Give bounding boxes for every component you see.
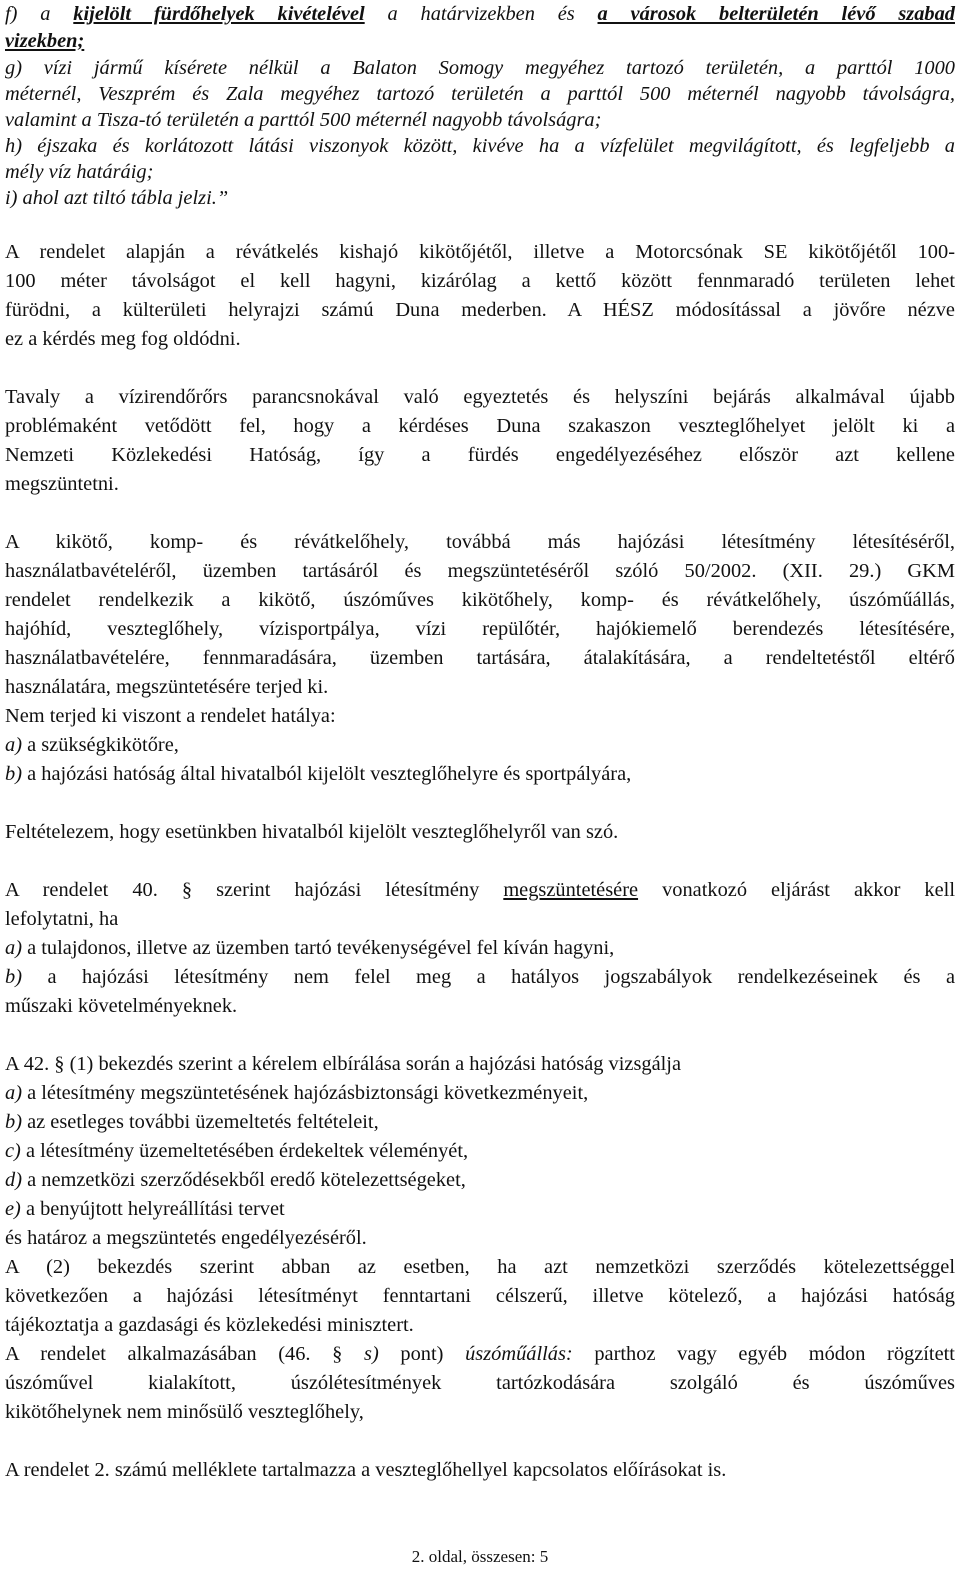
list-item-g-line2: méternél, Veszprém és Zala megyéhez tartozó területén a parttól 500 méternél nagyobb távolságra, — [5, 83, 955, 105]
p3-line5: használatbavételére, fennmaradására, üzemben tartására, átalakítására, a rendeltetéstől eltérő — [5, 647, 955, 669]
p8-s: s) — [364, 1343, 379, 1365]
p6-item-d-letter: d) — [5, 1169, 22, 1191]
p3-item-b-letter: b) — [5, 763, 22, 785]
p6-item-a-text: a létesítmény megszüntetésének hajózásbiztonsági következményeit, — [22, 1082, 589, 1104]
list-item-h-line1: h) éjszaka és korlátozott látási viszonyok között, kivéve ha a vízfelület megvilágított, és legfeljebb a — [5, 135, 955, 157]
p3-line4: hajóhíd, veszteglőhely, vízisportpálya, vízi repülőtér, hajókiemelő berendezés létesítésére, — [5, 618, 955, 640]
p5-item-b — [5, 963, 955, 991]
p9: A rendelet 2. számú melléklete tartalmazza a veszteglőhellyel kapcsolatos előírásokat is. — [5, 1459, 727, 1481]
p6-item-d — [5, 1166, 955, 1194]
p4: Feltételezem, hogy esetünkben hivatalból kijelölt veszteglőhelyről van szó. — [5, 821, 619, 843]
p8-a: A rendelet alkalmazásában (46. § — [5, 1343, 365, 1365]
p5-line1-b: vonatkozó eljárást akkor kell — [638, 879, 955, 901]
p3-item-b-text: a hajózási hatóság által hivatalból kijelölt veszteglőhelyre és sportpályára, — [22, 763, 632, 785]
list-item-f-emph2: a városok belterületén lévő szabad — [597, 3, 955, 25]
p7-line2: következően a hajózási létesítményt fenntartani célszerű, illetve kötelező, a hajózási hatóság — [5, 1285, 955, 1307]
list-item-f-prefix: f) a — [5, 3, 74, 25]
list-item-g-line1: g) vízi jármű kísérete nélkül a Balaton Somogy megyéhez tartozó területén, a parttól 1000 — [5, 57, 955, 79]
p6-item-c-text: a létesítmény üzemeltetésében érdekeltek véleményét, — [20, 1140, 469, 1162]
p3-item-b — [5, 760, 955, 788]
p3-item-a-letter: a) — [5, 734, 22, 756]
p2-line4: megszüntetni. — [5, 473, 119, 495]
p6-item-e — [5, 1195, 955, 1223]
p1-line1: A rendelet alapján a révátkelés kishajó kikötőjétől, illetve a Motorcsónak SE kikötőjétől 100- — [5, 241, 955, 263]
p3-exclusion-intro: Nem terjed ki viszont a rendelet hatálya: — [5, 705, 336, 727]
p5-item-b-letter: b) — [5, 966, 22, 988]
list-item-i: i) ahol azt tiltó tábla jelzi.” — [5, 187, 229, 209]
p6-item-b-text: az esetleges további üzemeltetés feltételeit, — [22, 1111, 379, 1133]
p6-item-a — [5, 1079, 955, 1107]
p8-line3: kikötőhelynek nem minősülő veszteglőhely, — [5, 1401, 364, 1423]
list-item-f-cont — [5, 27, 955, 55]
p6-item-c — [5, 1137, 955, 1165]
p2-line2: problémaként vetődött fel, hogy a kérdéses Duna szakaszon veszteglőhelyet jelölt ki a — [5, 415, 955, 437]
p6-intro: A 42. § (1) bekezdés szerint a kérelem elbírálása során a hajózási hatóság vizsgálja — [5, 1053, 682, 1075]
p5-line2: lefolytatni, ha — [5, 908, 119, 930]
p5-item-a-text: a tulajdonos, illetve az üzemben tartó tevékenységével fel kíván hagyni, — [22, 937, 615, 959]
p2-line3: Nemzeti Közlekedési Hatóság, így a fürdés engedélyezéséhez először azt kellene — [5, 444, 955, 466]
p5-line1-underlined: megszüntetésére — [503, 879, 639, 901]
p8-line1 — [5, 1340, 955, 1368]
p3-line2: használatbavételéről, üzemben tartásáról és megszüntetéséről szóló 50/2002. (XII. 29.) GKM — [5, 560, 955, 582]
p8-b: pont) — [378, 1343, 466, 1365]
p5-line1 — [5, 876, 955, 904]
p5-line1-a: A rendelet 40. § szerint hajózási létesítmény — [5, 879, 504, 901]
p3-line1: A kikötő, komp- és révátkelőhely, továbbá más hajózási létesítmény létesítéséről, — [5, 531, 955, 553]
list-item-f — [5, 0, 955, 28]
p3-line3: rendelet rendelkezik a kikötő, úszóműves kikötőhely, komp- és révátkelőhely, úszóműállás, — [5, 589, 955, 611]
p6-close: és határoz a megszüntetés engedélyezéséről. — [5, 1227, 367, 1249]
p6-item-b-letter: b) — [5, 1111, 22, 1133]
p8-line2: úszóművel kialakított, úszólétesítmények tartózkodására szolgáló és úszóműves — [5, 1372, 955, 1394]
p6-item-a-letter: a) — [5, 1082, 22, 1104]
p6-item-b — [5, 1108, 955, 1136]
page-footer: 2. oldal, összesen: 5 — [411, 1547, 549, 1566]
p6-item-e-letter: e) — [5, 1198, 21, 1220]
p5-item-b-text: a hajózási létesítmény nem felel meg a hatályos jogszabályok rendelkezéseinek és a — [22, 966, 955, 988]
p8-term: úszóműállás: — [465, 1343, 573, 1365]
p3-item-a — [5, 731, 955, 759]
p3-line6: használatára, megszüntetésére terjed ki. — [5, 676, 329, 698]
p2-line1: Tavaly a vízirendőrőrs parancsnokával való egyeztetés és helyszíni bejárás alkalmával újabb — [5, 386, 955, 408]
p1-line4: ez a kérdés meg fog oldódni. — [5, 328, 241, 350]
list-item-f-emph1: kijelölt fürdőhelyek kivételével — [73, 3, 365, 25]
list-item-g-line3: valamint a Tisza-tó területén a parttól 500 méternél nagyobb távolságra; — [5, 109, 602, 131]
p5-item-a — [5, 934, 955, 962]
p6-item-d-text: a nemzetközi szerződésekből eredő kötelezettségeket, — [22, 1169, 466, 1191]
p5-item-b-cont: műszaki követelményeknek. — [5, 995, 238, 1017]
list-item-f-mid: a határvizekben és — [364, 3, 598, 25]
p1-line3: fürödni, a külterületi helyrajzi számú Duna mederben. A HÉSZ módosítással a jövőre nézve — [5, 299, 955, 321]
p5-item-a-letter: a) — [5, 937, 22, 959]
p7-line3: tájékoztatja a gazdasági és közlekedési minisztert. — [5, 1314, 414, 1336]
p6-item-c-letter: c) — [5, 1140, 21, 1162]
list-item-h-line2: mély víz határáig; — [5, 161, 154, 183]
p3-item-a-text: a szükségkikötőre, — [22, 734, 179, 756]
list-item-f-emph2-cont: vizekben; — [5, 30, 85, 52]
p8-c: parthoz vagy egyéb módon rögzített — [572, 1343, 955, 1365]
p6-item-e-text: a benyújtott helyreállítási tervet — [20, 1198, 285, 1220]
p7-line1: A (2) bekezdés szerint abban az esetben, ha azt nemzetközi szerződés kötelezettséggel — [5, 1256, 955, 1278]
p1-line2: 100 méter távolságot el kell hagyni, kizárólag a kettő között fennmaradó területen lehet — [5, 270, 955, 292]
